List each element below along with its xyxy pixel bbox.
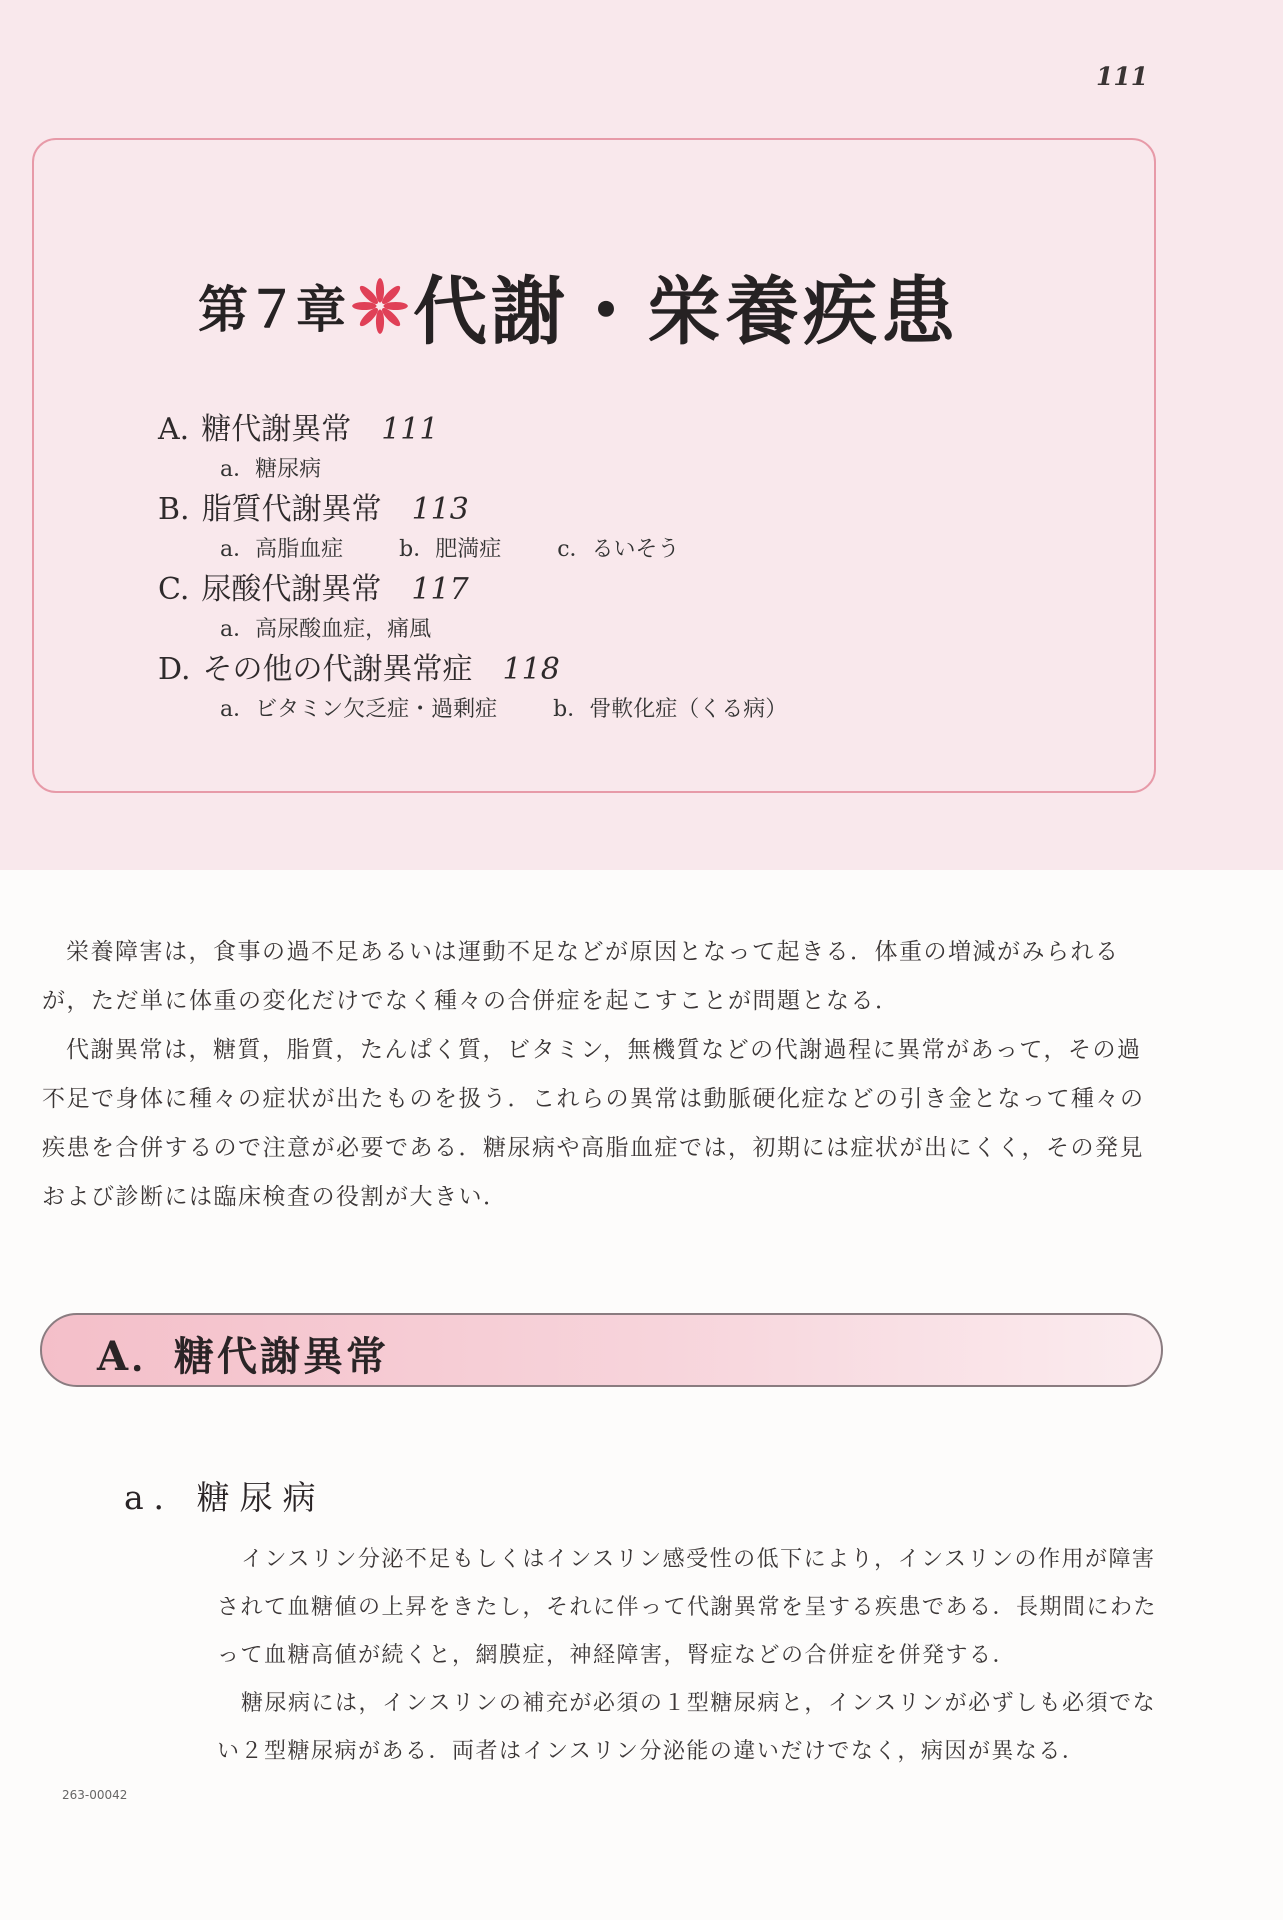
toc-item[interactable] (158, 408, 1058, 452)
toc-subitem[interactable]: a．糖尿病 (220, 457, 322, 482)
toc-item-letter: A. (158, 412, 190, 447)
section-heading-banner (40, 1313, 1163, 1387)
toc-item-letter: D. (158, 652, 191, 687)
toc-item-title: 脂質代謝異常 (201, 492, 382, 527)
subsection-heading: a．糖尿病 (124, 1478, 326, 1517)
toc-item-title: その他の代謝異常症 (202, 652, 473, 687)
chapter-title (198, 256, 959, 356)
chapter-name: 代謝・栄養疾患 (413, 269, 959, 355)
toc-subitem[interactable]: b．肥満症 (399, 537, 502, 562)
toc-item[interactable] (158, 648, 1058, 692)
toc-subitem[interactable]: c．るいそう (557, 537, 680, 562)
toc-subitems (158, 692, 1058, 728)
toc-subitem[interactable]: a．ビタミン欠乏症・過剰症 (220, 697, 498, 722)
toc-item-page: 118 (502, 652, 560, 687)
section-heading: A．糖代謝異常 (97, 1333, 390, 1380)
toc-item-page: 117 (411, 572, 469, 607)
table-of-contents (158, 408, 1058, 728)
toc-item-page: 113 (411, 492, 469, 527)
footer-code: 263-00042 (62, 1788, 128, 1802)
toc-item-letter: C. (158, 572, 190, 607)
toc-item-title: 尿酸代謝異常 (201, 572, 382, 607)
toc-subitem[interactable]: a．高尿酸血症，痛風 (220, 617, 432, 642)
chapter-introduction (42, 928, 1162, 1222)
page-number: 111 (1096, 62, 1149, 91)
intro-paragraph: 栄養障害は，食事の過不足あるいは運動不足などが原因となって起きる．体重の増減がみられるが，ただ単に体重の変化だけでなく種々の合併症を起こすことが問題となる． (42, 939, 1120, 1014)
toc-item-letter: B. (158, 492, 190, 527)
intro-paragraph: 代謝異常は，糖質，脂質，たんぱく質，ビタミン，無機質などの代謝過程に異常があって，その過不足で身体に種々の症状が出たものを扱う．これらの異常は動脈硬化症などの引き金となって種々の疾患を合併するので注意が必要である．糖尿病や高脂血症では，初期には症状が出にくく，その発見および診断には臨床検査の役割が大きい． (42, 1037, 1145, 1210)
chapter-number: 第７章 (198, 281, 345, 339)
toc-subitem[interactable]: b．骨軟化症（くる病） (553, 697, 788, 722)
toc-subitem[interactable]: a．高脂血症 (220, 537, 344, 562)
toc-item[interactable] (158, 568, 1058, 612)
toc-item[interactable] (158, 488, 1058, 532)
toc-subitems (158, 452, 1058, 488)
toc-subitems (158, 532, 1058, 568)
subsection-body (217, 1536, 1173, 1776)
flower-star-icon (351, 277, 409, 335)
toc-item-title: 糖代謝異常 (201, 412, 352, 447)
toc-subitems (158, 612, 1058, 648)
subsection-paragraph: 糖尿病には，インスリンの補充が必須の１型糖尿病と，インスリンが必ずしも必須でない２型糖尿病がある．両者はインスリン分泌能の違いだけでなく，病因が異なる． (217, 1691, 1157, 1764)
subsection-paragraph: インスリン分泌不足もしくはインスリン感受性の低下により，インスリンの作用が障害されて血糖値の上昇をきたし，それに伴って代謝異常を呈する疾患である．長期間にわたって血糖高値が続くと，網膜症，神経障害，腎症などの合併症を併発する． (217, 1547, 1158, 1668)
toc-item-page: 111 (381, 412, 439, 447)
